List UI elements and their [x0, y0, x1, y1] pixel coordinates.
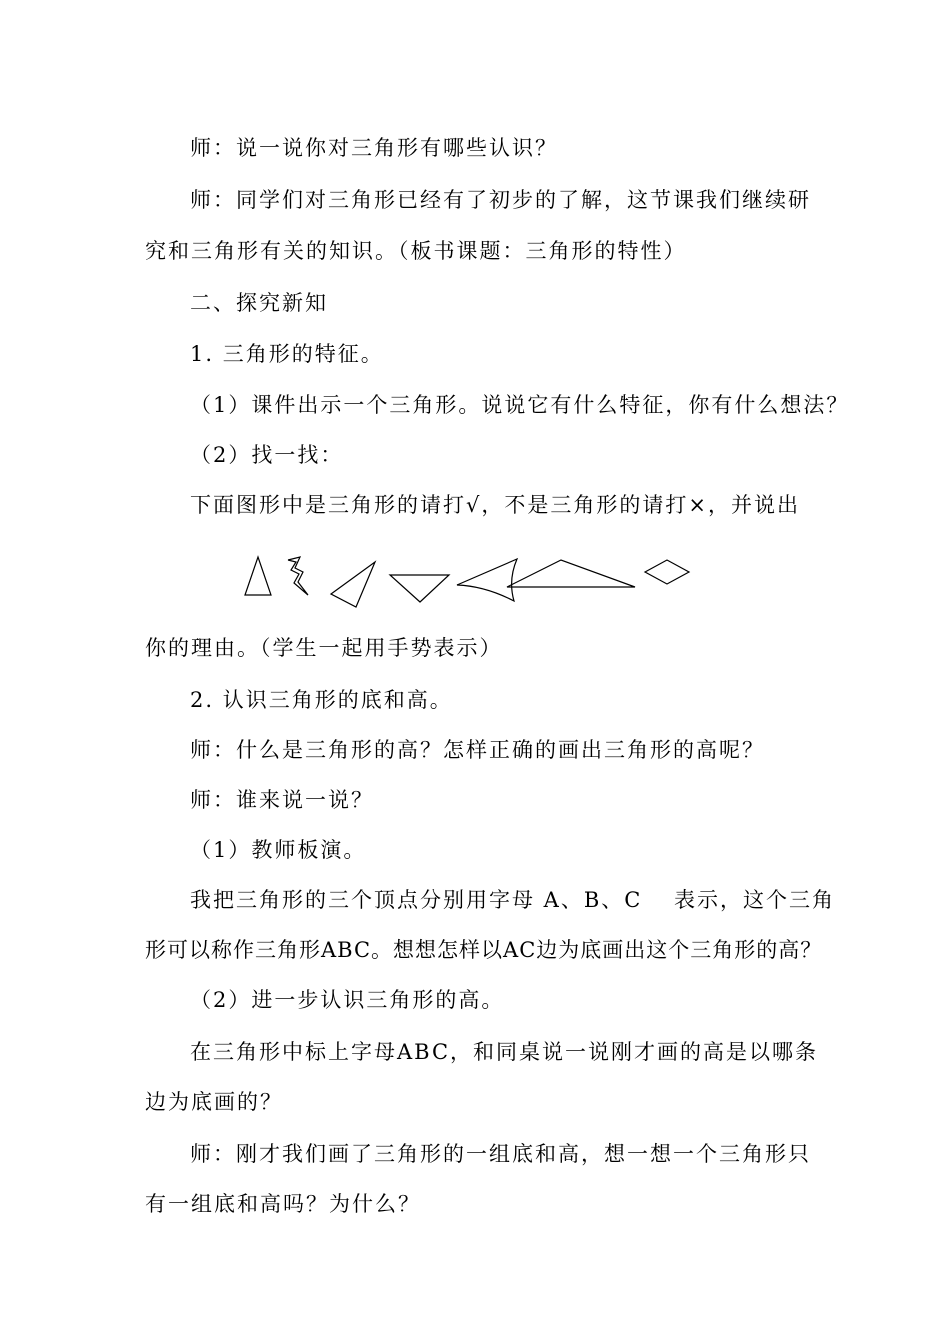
- shapes-figure: [235, 552, 705, 612]
- text-line: （2）进一步认识三角形的高。: [190, 988, 505, 1012]
- text-line: 1. 三角形的特征。: [190, 342, 384, 366]
- text-line: 形可以称作三角形ABC。想想怎样以AC边为底画出这个三角形的高？: [145, 938, 823, 962]
- text-line: 有一组底和高吗？为什么？: [145, 1192, 421, 1216]
- shape-triangle-upright: [245, 557, 271, 595]
- shape-lightning-bolt: [288, 557, 308, 595]
- text-line: 在三角形中标上字母ABC，和同桌说一说刚才画的高是以哪条: [190, 1040, 819, 1064]
- text-line: 你的理由。（学生一起用手势表示）: [145, 636, 503, 660]
- shape-triangle-inverted: [390, 575, 449, 602]
- text-line: 下面图形中是三角形的请打√，不是三角形的请打×，并说出: [190, 493, 800, 517]
- text-line: （1）教师板演。: [190, 838, 367, 862]
- text-line: 师：说一说你对三角形有哪些认识？: [190, 136, 558, 160]
- shape-triangle-obtuse: [507, 560, 635, 587]
- text-line: 边为底画的？: [145, 1090, 283, 1114]
- text-line: 究和三角形有关的知识。（板书课题：三角形的特性）: [145, 239, 687, 263]
- text-line: 师：什么是三角形的高？怎样正确的画出三角形的高呢？: [190, 738, 765, 762]
- text-line: 师：谁来说一说？: [190, 788, 374, 812]
- text-line: （2）找一找：: [190, 443, 344, 467]
- shape-triangle-tilted: [331, 562, 375, 607]
- shape-curved-triangle: [457, 559, 517, 601]
- shape-diamond: [645, 560, 689, 584]
- text-line: 我把三角形的三个顶点分别用字母 A、B、C 表示，这个三角: [190, 888, 836, 912]
- text-line: 师：刚才我们画了三角形的一组底和高，想一想一个三角形只: [190, 1142, 811, 1166]
- text-line: （1）课件出示一个三角形。说说它有什么特征，你有什么想法？: [190, 393, 850, 417]
- text-line: 二、探究新知: [190, 291, 328, 315]
- text-line: 2. 认识三角形的底和高。: [190, 688, 453, 712]
- text-line: 师：同学们对三角形已经有了初步的了解，这节课我们继续研: [190, 188, 811, 212]
